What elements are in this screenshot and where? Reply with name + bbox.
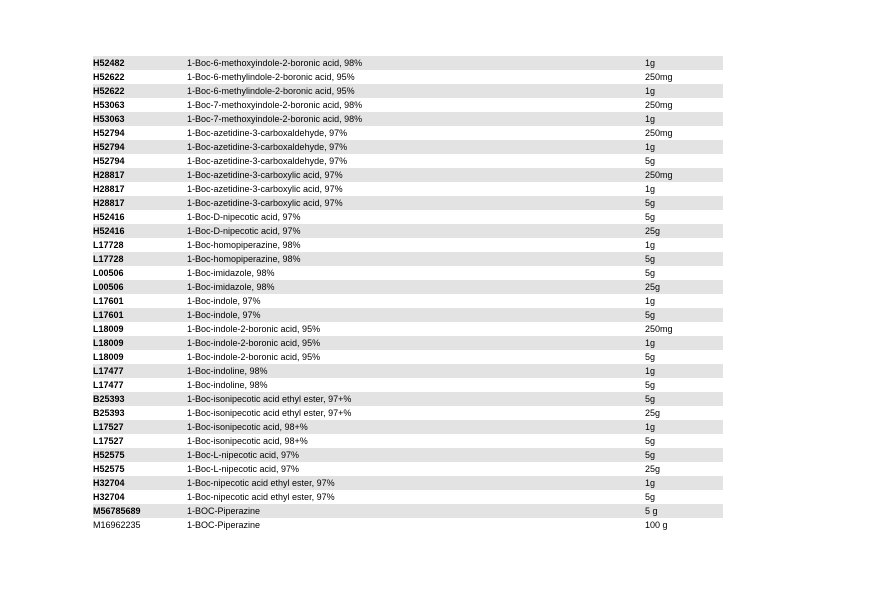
table-row [93,350,723,364]
pack-size: 5g [645,254,656,264]
product-name: 1-Boc-indole, 97% [187,310,261,320]
product-name: 1-Boc-indole-2-boronic acid, 95% [187,324,321,334]
catalog-number: H32704 [93,492,125,502]
catalog-number: L17527 [93,436,124,446]
table-row [93,98,723,112]
table-row [93,448,723,462]
catalog-number: L17477 [93,380,124,390]
catalog-number: L18009 [93,338,124,348]
pack-size: 5 g [645,506,658,516]
table-row [93,420,723,434]
catalog-number: H52482 [93,58,125,68]
product-name: 1-Boc-D-nipecotic acid, 97% [187,212,301,222]
product-name: 1-Boc-homopiperazine, 98% [187,254,301,264]
pack-size: 1g [645,114,656,124]
catalog-number: L17728 [93,240,124,250]
product-name: 1-Boc-imidazole, 98% [187,268,275,278]
product-name: 1-Boc-isonipecotic acid ethyl ester, 97+% [187,408,352,418]
table-row [93,210,723,224]
table-row [93,252,723,266]
table-row [93,182,723,196]
catalog-number: H28817 [93,170,125,180]
pack-size: 1g [645,366,656,376]
product-name: 1-Boc-azetidine-3-carboxylic acid, 97% [187,184,343,194]
catalog-number: H52575 [93,450,125,460]
product-name: 1-Boc-indole-2-boronic acid, 95% [187,352,321,362]
catalog-number: H53063 [93,114,125,124]
pack-size: 5g [645,436,656,446]
pack-size: 250mg [645,100,673,110]
catalog-number: H52416 [93,212,125,222]
table-row [93,224,723,238]
table-row [93,196,723,210]
catalog-number: H52794 [93,128,125,138]
product-name: 1-Boc-indole, 97% [187,296,261,306]
pack-size: 5g [645,198,656,208]
table-row [93,406,723,420]
product-name: 1-BOC-Piperazine [187,506,261,516]
pack-size: 1g [645,338,656,348]
pack-size: 25g [645,464,661,474]
pack-size: 5g [645,212,656,222]
pack-size: 1g [645,86,656,96]
table-row [93,112,723,126]
catalog-number: H52622 [93,72,125,82]
product-name: 1-BOC-Piperazine [187,520,261,530]
catalog-number: H28817 [93,184,125,194]
table-row [93,490,723,504]
table-row [93,294,723,308]
pack-size: 1g [645,240,656,250]
catalog-number: L17601 [93,296,124,306]
table-row [93,518,723,532]
table-row [93,378,723,392]
catalog-number: H52794 [93,156,125,166]
table-row [93,280,723,294]
product-name: 1-Boc-azetidine-3-carboxylic acid, 97% [187,198,343,208]
table-row [93,168,723,182]
catalog-number: H32704 [93,478,125,488]
pack-size: 250mg [645,170,673,180]
product-name: 1-Boc-isonipecotic acid, 98+% [187,436,308,446]
product-name: 1-Boc-azetidine-3-carboxaldehyde, 97% [187,156,348,166]
pack-size: 5g [645,352,656,362]
product-name: 1-Boc-azetidine-3-carboxaldehyde, 97% [187,128,348,138]
product-name: 1-Boc-imidazole, 98% [187,282,275,292]
table-row [93,56,723,70]
pack-size: 1g [645,184,656,194]
product-name: 1-Boc-D-nipecotic acid, 97% [187,226,301,236]
table-row [93,462,723,476]
pack-size: 1g [645,142,656,152]
catalog-number: L00506 [93,282,124,292]
product-table [93,56,723,532]
catalog-number: H28817 [93,198,125,208]
catalog-number: L17728 [93,254,124,264]
product-name: 1-Boc-L-nipecotic acid, 97% [187,464,300,474]
table-row [93,238,723,252]
catalog-number: M56785689 [93,506,141,516]
table-row [93,322,723,336]
product-name: 1-Boc-nipecotic acid ethyl ester, 97% [187,492,335,502]
product-name: 1-Boc-6-methoxyindole-2-boronic acid, 98% [187,58,363,68]
pack-size: 250mg [645,128,673,138]
pack-size: 25g [645,408,661,418]
table-row [93,266,723,280]
table-row [93,336,723,350]
pack-size: 1g [645,58,656,68]
catalog-number: B25393 [93,394,125,404]
table-row [93,140,723,154]
pack-size: 5g [645,156,656,166]
catalog-number: L17527 [93,422,124,432]
catalog-number: H52575 [93,464,125,474]
pack-size: 25g [645,282,661,292]
product-name: 1-Boc-6-methylindole-2-boronic acid, 95% [187,72,355,82]
catalog-number: L00506 [93,268,124,278]
catalog-number: M16962235 [93,520,141,530]
pack-size: 5g [645,394,656,404]
pack-size: 250mg [645,324,673,334]
catalog-number: B25393 [93,408,125,418]
catalog-number: H53063 [93,100,125,110]
pack-size: 100 g [645,520,668,530]
table-row [93,364,723,378]
pack-size: 5g [645,380,656,390]
table-row [93,84,723,98]
catalog-number: L17477 [93,366,124,376]
product-name: 1-Boc-6-methylindole-2-boronic acid, 95% [187,86,355,96]
product-name: 1-Boc-isonipecotic acid ethyl ester, 97+% [187,394,352,404]
product-name: 1-Boc-indoline, 98% [187,380,268,390]
catalog-number: H52622 [93,86,125,96]
product-name: 1-Boc-homopiperazine, 98% [187,240,301,250]
table-row [93,392,723,406]
pack-size: 5g [645,310,656,320]
product-name: 1-Boc-7-methoxyindole-2-boronic acid, 98% [187,114,363,124]
pack-size: 1g [645,478,656,488]
table-row [93,504,723,518]
product-name: 1-Boc-indole-2-boronic acid, 95% [187,338,321,348]
product-name: 1-Boc-nipecotic acid ethyl ester, 97% [187,478,335,488]
pack-size: 5g [645,268,656,278]
catalog-number: H52794 [93,142,125,152]
product-name: 1-Boc-L-nipecotic acid, 97% [187,450,300,460]
table-row [93,476,723,490]
catalog-number: H52416 [93,226,125,236]
product-name: 1-Boc-indoline, 98% [187,366,268,376]
pack-size: 25g [645,226,661,236]
catalog-number: L17601 [93,310,124,320]
pack-size: 1g [645,296,656,306]
product-name: 1-Boc-7-methoxyindole-2-boronic acid, 98% [187,100,363,110]
pack-size: 1g [645,422,656,432]
product-name: 1-Boc-azetidine-3-carboxylic acid, 97% [187,170,343,180]
table-row [93,434,723,448]
table-row [93,70,723,84]
table-row [93,126,723,140]
catalog-number: L18009 [93,324,124,334]
pack-size: 5g [645,492,656,502]
product-name: 1-Boc-azetidine-3-carboxaldehyde, 97% [187,142,348,152]
catalog-number: L18009 [93,352,124,362]
product-name: 1-Boc-isonipecotic acid, 98+% [187,422,308,432]
pack-size: 5g [645,450,656,460]
pack-size: 250mg [645,72,673,82]
table-row [93,308,723,322]
table-row [93,154,723,168]
